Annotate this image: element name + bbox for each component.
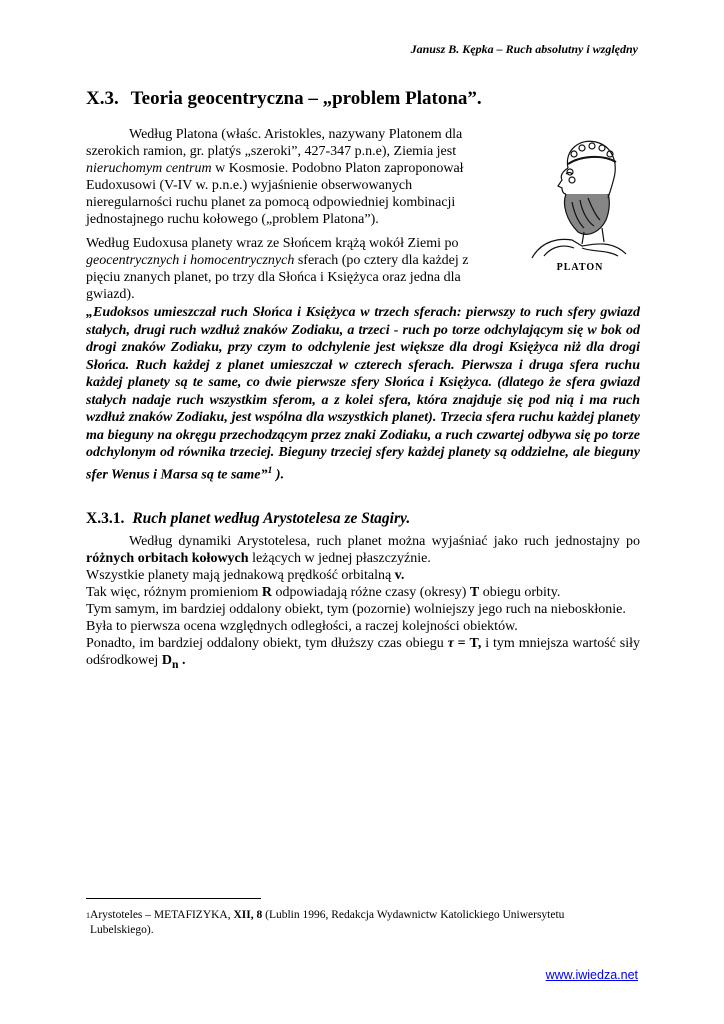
paragraph-plato [86,126,486,228]
paragraph-aristotle-dynamics [86,533,640,567]
text-run: . [178,653,186,668]
subsection-heading [86,510,410,528]
bold-text: R [261,585,273,600]
emphasis: nieruchomym centrum [86,161,212,176]
footnote-reference[interactable]: 1 [267,464,273,476]
tau-symbol: τ [447,636,454,651]
text-run: Tak więc, różnym promieniom [86,585,262,600]
footer-website-link[interactable]: www.iwiedza.net [545,968,638,982]
text-run: Według dynamiki Arystotelesa, ruch planet można wyjaśniać jako ruch jednostajny po [129,534,640,549]
text-run: (Lublin 1996, Redakcja Wydawnictw Katolickiego Uniwersytetu Lubelskiego). [90,909,565,936]
text-run: sferach (po cztery dla każdej z pięciu znanych planet, po trzy dla Słońca i Księżyca oraz jedna dla gwiazd). [86,253,469,302]
footnote-separator [86,898,261,899]
subscript: n [171,657,179,671]
quote-text: „Eudoksos umieszczał ruch Słońca i Księżyca w trzech sferach: pierwszy to ruch sfery gwiazd stałych, drugi ruch wzdłuż znaków Zodiaku, a trzeci - ruch po torze odchylającym się w bok od drogi znaków Zodiaku, przy czym to odchylenie jest większe dla drogi Księżyca niż dla drogi Słońca. Ruch każdej z planet umieszczał w czterech sferach. Pierwsza i druga sfera ruchu każdej planety są te same, co dwie pierwsze sfery Słońca i Księżyca. (dlatego że sfera gwiazd stałych nadaje ruch wszystkim sferom, a z kolei sfera, która znajduje się pod nią i ma ruch wzdłuż znaków Zodiaku, jest wspólna dla wszystkich planet). Trzecia sfera ruchu każdej planety ma bieguny na okręgu przechodzącym przez znaki Zodiaku, a ruch czwartej odbywa się po torze odchylonym od równika trzeciej. Bieguny trzeciej sfery każdej planety są oddzielne, ale bieguny sfer Wenus i Marsa są te same” [86,305,640,483]
bold-text: różnych orbitach kołowych [86,551,249,566]
footnote-number: 1 [86,911,91,920]
paragraph-apparent-motion: Tym samym, im bardziej oddalony obiekt, tym (pozornie) wolniejszy jego ruch na nieboskłonie. [86,602,626,617]
plato-bust-illustration [532,141,626,258]
paragraph-centrifugal [86,635,640,673]
emphasis: geocentrycznych i homocentrycznych [86,253,295,268]
paragraph-radius-period [86,584,640,601]
section-heading [86,88,482,110]
running-header: Janusz B. Kępka – Ruch absolutny i względny [410,42,638,56]
bold-text: XII, 8 [233,909,263,921]
text-run: Ponadto, im bardziej oddalony obiekt, tym dłuższy czas obiegu [86,636,448,651]
quote-close: ). [272,467,285,483]
equation-text: = T, [453,636,482,651]
bold-text: T [469,585,480,600]
text-run: Arystoteles – METAFIZYKA, [90,909,234,921]
quotation-paragraph [86,304,640,484]
section-number: X.3. [86,88,119,109]
paragraph-orbital-speed [86,567,640,584]
portrait-caption: PLATON [556,262,604,273]
subsection-number: X.3.1. [86,510,125,527]
footnote-body [90,908,620,938]
text-run: leżących w jednej płaszczyźnie. [248,551,431,566]
text-run: odpowiadają różne czasy (okresy) [272,585,470,600]
bold-text: v. [394,568,405,583]
paragraph-eudoxus [86,235,496,303]
text-run: i tym mniejsza wartość siły odśrodkowej [86,636,640,668]
section-title: Teoria geocentryczna – „problem Platona”. [130,88,482,109]
text-run: w Kosmosie. Podobno Platon zaproponował Eudoxusowi (V-IV w. p.n.e.) wyjaśnienie obserwowanych nieregularności ruchu planet za pomocą odpowiedniej kombinacji jednostajnego ruchu kołowego („problem Platona”). [86,161,464,227]
text-run: Według Eudoxusa planety wraz ze Słońcem krążą wokół Ziemi po [86,236,459,251]
text-run: obiegu orbity. [479,585,561,600]
footnote [86,908,640,938]
text-run: Według Platona (właśc. Aristokles, nazywany Platonem dla szerokich ramion, gr. platýs „szeroki”, 427-347 p.n.e), Ziemia jest [86,127,463,159]
subsection-body [86,533,640,673]
bold-text: D [161,653,172,668]
text-run: Wszystkie planety mają jednakową prędkość orbitalną [86,568,395,583]
subsection-title: Ruch planet według Arystotelesa ze Stagiry. [132,510,411,527]
paragraph-first-estimate: Była to pierwsza ocena względnych odległości, a raczej kolejności obiektów. [86,619,518,634]
